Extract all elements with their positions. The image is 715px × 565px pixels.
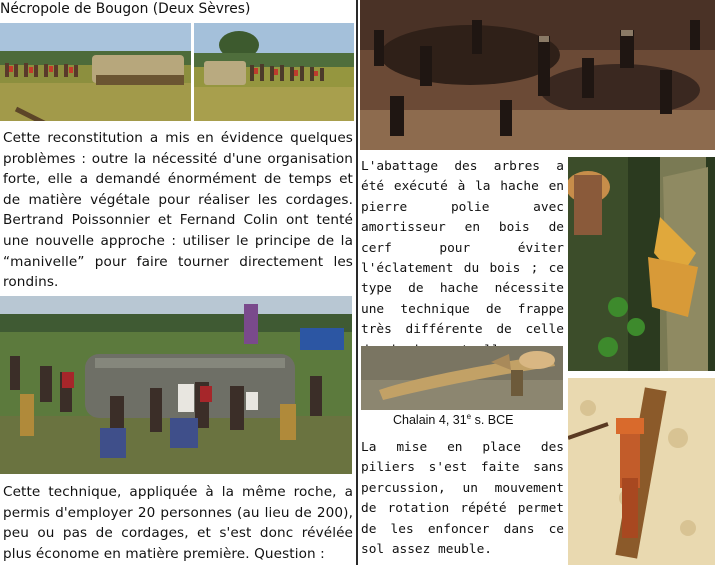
photo-pillar-rotation xyxy=(568,378,715,565)
photo-tree-felling xyxy=(568,157,715,371)
photo-megalith-hauling-1 xyxy=(0,23,191,121)
caption-superscript: e xyxy=(466,412,472,421)
photo-burnt-stumps xyxy=(360,0,715,150)
photo-antler-axe xyxy=(361,346,563,410)
axe-caption xyxy=(393,412,514,427)
photo-crank-method xyxy=(0,296,352,474)
caption-text: Chalain 4, 31 xyxy=(393,413,467,428)
right-paragraph-1: L'abattage des arbres a été exécuté à la hache en pierre polie avec amortisseur en bois de cerf pour éviter l'éclatement du bois ; ce type de hache nécessite une technique de frappe très différente de celle xyxy=(361,159,564,338)
caption-text-tail: s. BCE xyxy=(471,413,514,428)
section-title: Nécropole de Bougon (Deux Sèvres) xyxy=(0,1,251,17)
left-paragraph-2: Cette technique, appliquée à la même roche, a permis d'employer 20 personnes (au lieu de 200), peu ou pas de cordages, et s'est donc révélée plus économe en matière première. Question : xyxy=(3,484,353,562)
photo-megalith-hauling-2 xyxy=(194,23,354,121)
right-paragraph-2: La mise en place des piliers s'est faite sans percussion, un mouvement de rotation répété permet de les enfoncer dans ce sol assez meuble. xyxy=(361,440,564,558)
column-divider xyxy=(356,0,358,565)
left-paragraph-1: Cette reconstitution a mis en évidence quelques problèmes : outre la nécessité d'une organisation forte, elle a demandé énormément de temps et de matière végétale pour réaliser les cordages. Bertrand Poissonnier et Fernand Colin ont tenté une nouvelle approche : utiliser le principe de la “manivelle” pour faire tourner directement les rondins. xyxy=(3,130,353,291)
